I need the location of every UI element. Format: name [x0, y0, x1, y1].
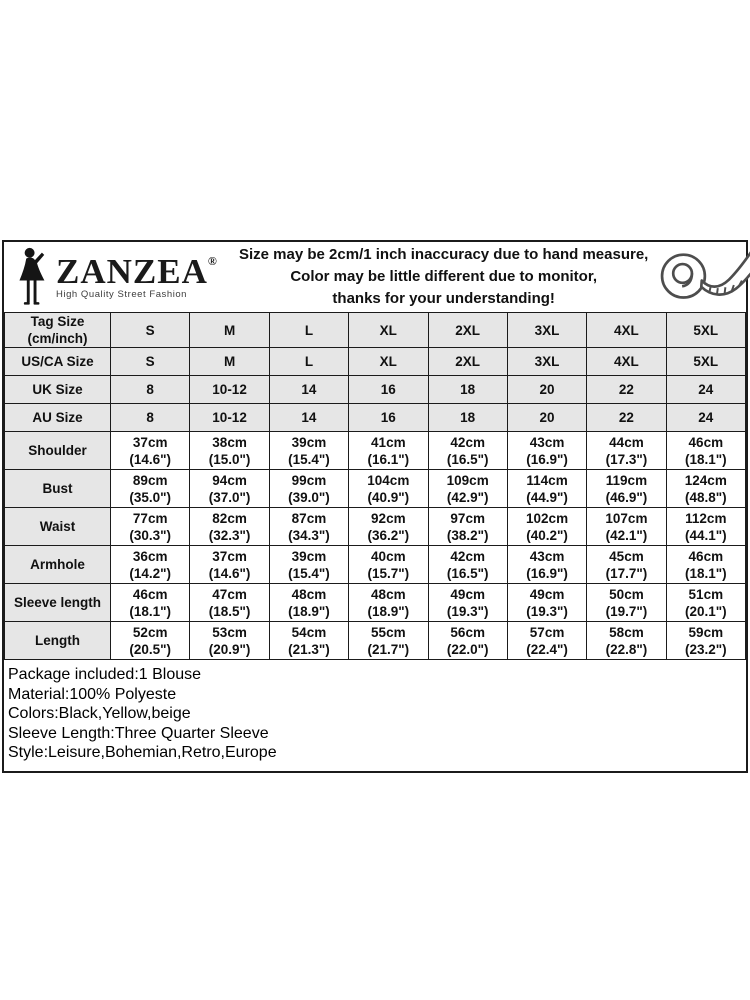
table-row [5, 508, 746, 546]
size-cell: 16 [349, 404, 428, 432]
size-cell: 47cm (18.5") [190, 584, 269, 622]
size-cell: 82cm (32.3") [190, 508, 269, 546]
measuring-tape-icon [648, 244, 750, 310]
size-cell: 44cm (17.3") [587, 432, 666, 470]
size-cell: 2XL [428, 313, 507, 348]
size-cell: XL [349, 348, 428, 376]
size-cell: 107cm (42.1") [587, 508, 666, 546]
size-cell: 92cm (36.2") [349, 508, 428, 546]
detail-line: Colors:Black,Yellow,beige [8, 705, 191, 722]
row-label: Waist [5, 508, 111, 546]
size-cell: 109cm (42.9") [428, 470, 507, 508]
size-cell: 5XL [666, 348, 745, 376]
size-cell: 4XL [587, 348, 666, 376]
table-row [5, 432, 746, 470]
detail-line: Sleeve Length:Three Quarter Sleeve [8, 724, 269, 742]
size-cell: 39cm (15.4") [269, 432, 348, 470]
registered-mark: ® [207, 254, 217, 269]
brand-name: ZANZEA® [56, 252, 217, 292]
size-cell: XL [349, 313, 428, 348]
row-label: Length [5, 622, 111, 660]
logo-text [56, 254, 217, 300]
product-details [4, 660, 746, 771]
size-cell: 4XL [587, 313, 666, 348]
size-cell: 16 [349, 376, 428, 404]
size-cell: 20 [507, 404, 586, 432]
row-label: Sleeve length [5, 584, 111, 622]
size-cell: 102cm (40.2") [507, 508, 586, 546]
size-cell: 3XL [507, 313, 586, 348]
size-cell: 42cm (16.5") [428, 546, 507, 584]
row-label: Tag Size (cm/inch) [5, 313, 111, 348]
row-label: Armhole [5, 546, 111, 584]
size-cell: 54cm (21.3") [269, 622, 348, 660]
brand-logo [4, 247, 239, 307]
size-cell: 49cm (19.3") [428, 584, 507, 622]
size-cell: 40cm (15.7") [349, 546, 428, 584]
size-cell: 8 [111, 376, 190, 404]
detail-line: Package included:1 Blouse [8, 666, 202, 683]
size-cell: 14 [269, 376, 348, 404]
notice-line-2: Color may be little different due to monitor, [290, 268, 598, 285]
row-label: US/CA Size [5, 348, 111, 376]
size-cell: 46cm (18.1") [666, 546, 745, 584]
detail-line: Style:Leisure,Bohemian,Retro,Europe [8, 744, 277, 761]
size-cell: 37cm (14.6") [190, 546, 269, 584]
size-cell: 49cm (19.3") [507, 584, 586, 622]
table-row [5, 546, 746, 584]
size-cell: 22 [587, 376, 666, 404]
table-row [5, 348, 746, 376]
size-cell: 43cm (16.9") [507, 432, 586, 470]
size-cell: 18 [428, 376, 507, 404]
size-cell: L [269, 313, 348, 348]
size-cell: 87cm (34.3") [269, 508, 348, 546]
size-cell: 2XL [428, 348, 507, 376]
size-cell: 94cm (37.0") [190, 470, 269, 508]
size-cell: 3XL [507, 348, 586, 376]
size-cell: 24 [666, 376, 745, 404]
size-cell: 43cm (16.9") [507, 546, 586, 584]
notice-text [239, 244, 648, 310]
size-cell: L [269, 348, 348, 376]
table-row [5, 313, 746, 348]
notice-line-3: thanks for your understanding! [332, 290, 555, 307]
size-cell: 41cm (16.1") [349, 432, 428, 470]
woman-silhouette-icon [14, 247, 52, 307]
row-label: Bust [5, 470, 111, 508]
size-cell: 42cm (16.5") [428, 432, 507, 470]
size-cell: 5XL [666, 313, 745, 348]
size-cell: 52cm (20.5") [111, 622, 190, 660]
size-cell: 10-12 [190, 404, 269, 432]
size-cell: 97cm (38.2") [428, 508, 507, 546]
size-cell: 24 [666, 404, 745, 432]
size-cell: 112cm (44.1") [666, 508, 745, 546]
size-cell: 114cm (44.9") [507, 470, 586, 508]
size-cell: 57cm (22.4") [507, 622, 586, 660]
size-cell: M [190, 348, 269, 376]
size-cell: 104cm (40.9") [349, 470, 428, 508]
notice-line-1: Size may be 2cm/1 inch inaccuracy due to hand measure, [239, 246, 649, 263]
brand-tagline: High Quality Street Fashion [56, 289, 188, 301]
table-row [5, 376, 746, 404]
table-row [5, 470, 746, 508]
size-cell: 36cm (14.2") [111, 546, 190, 584]
size-table-body [5, 313, 746, 660]
content-box [2, 240, 748, 773]
size-cell: M [190, 313, 269, 348]
size-cell: 48cm (18.9") [269, 584, 348, 622]
size-cell: S [111, 348, 190, 376]
size-cell: 18 [428, 404, 507, 432]
size-cell: 38cm (15.0") [190, 432, 269, 470]
size-cell: 8 [111, 404, 190, 432]
size-chart-table [4, 312, 746, 660]
size-cell: 56cm (22.0") [428, 622, 507, 660]
row-label: UK Size [5, 376, 111, 404]
row-label: Shoulder [5, 432, 111, 470]
size-cell: 99cm (39.0") [269, 470, 348, 508]
size-cell: 59cm (23.2") [666, 622, 745, 660]
size-cell: 58cm (22.8") [587, 622, 666, 660]
table-row [5, 622, 746, 660]
size-cell: S [111, 313, 190, 348]
detail-line: Material:100% Polyeste [8, 685, 177, 703]
size-cell: 55cm (21.7") [349, 622, 428, 660]
size-cell: 14 [269, 404, 348, 432]
size-cell: 39cm (15.4") [269, 546, 348, 584]
table-row [5, 404, 746, 432]
row-label: AU Size [5, 404, 111, 432]
table-row [5, 584, 746, 622]
size-cell: 22 [587, 404, 666, 432]
size-cell: 46cm (18.1") [666, 432, 745, 470]
size-cell: 50cm (19.7") [587, 584, 666, 622]
size-cell: 53cm (20.9") [190, 622, 269, 660]
size-cell: 45cm (17.7") [587, 546, 666, 584]
size-cell: 37cm (14.6") [111, 432, 190, 470]
size-cell: 124cm (48.8") [666, 470, 745, 508]
size-cell: 119cm (46.9") [587, 470, 666, 508]
header-section [4, 242, 746, 312]
size-cell: 48cm (18.9") [349, 584, 428, 622]
size-cell: 77cm (30.3") [111, 508, 190, 546]
size-cell: 46cm (18.1") [111, 584, 190, 622]
size-cell: 20 [507, 376, 586, 404]
size-cell: 51cm (20.1") [666, 584, 745, 622]
size-cell: 10-12 [190, 376, 269, 404]
size-cell: 89cm (35.0") [111, 470, 190, 508]
